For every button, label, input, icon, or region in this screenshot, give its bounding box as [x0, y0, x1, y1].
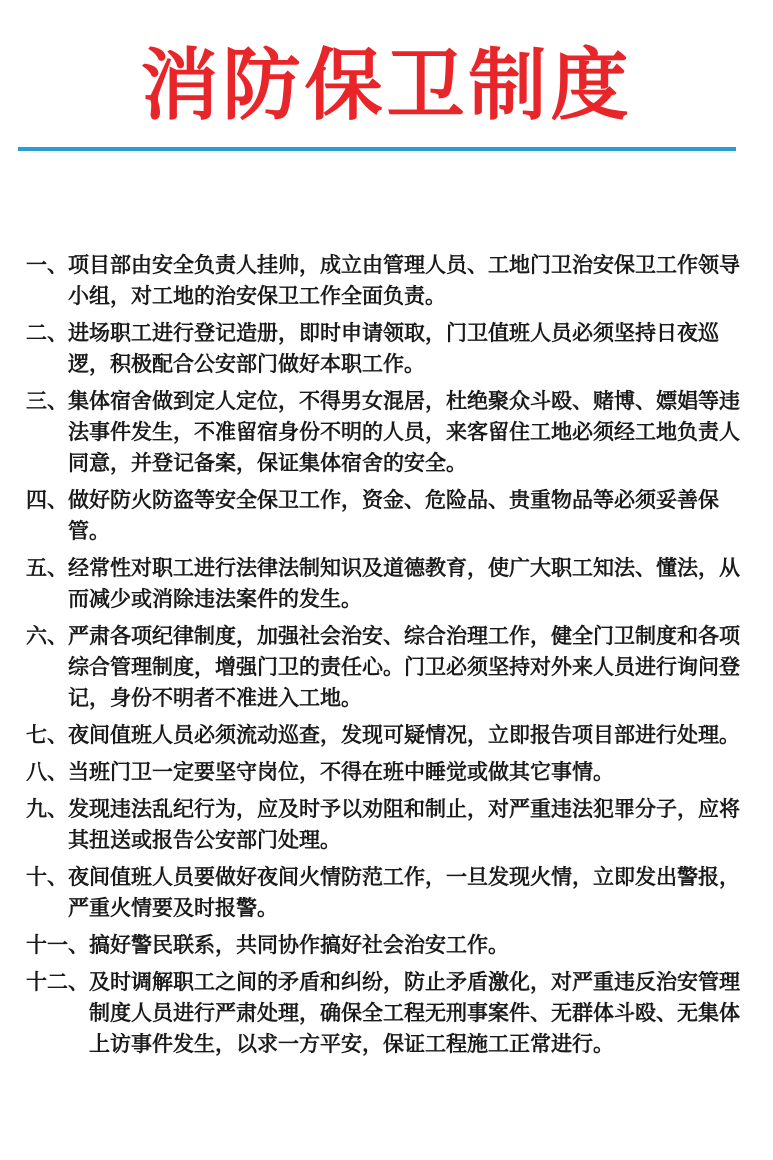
- rule-text: 做好防火防盗等安全保卫工作，资金、危险品、贵重物品等必须妥善保管。: [68, 488, 719, 543]
- rule-text: 夜间值班人员要做好夜间火情防范工作，一旦发现火情，立即发出警报，严重火情要及时报警。: [68, 865, 740, 920]
- rule-text: 严肃各项纪律制度，加强社会治安、综合治理工作，健全门卫制度和各项综合管理制度，增强门卫的责任心。门卫必须坚持对外来人员进行询问登记，身份不明者不准进入工地。: [68, 624, 740, 710]
- title-divider: [18, 147, 736, 151]
- rule-item-2: [26, 318, 752, 380]
- rule-item-9: [26, 794, 752, 856]
- rule-number: 四、: [26, 488, 68, 512]
- rule-text: 搞好警民联系，共同协作搞好社会治安工作。: [89, 933, 509, 957]
- rule-text: 进场职工进行登记造册，即时申请领取，门卫值班人员必须坚持日夜巡逻，积极配合公安部门做好本职工作。: [68, 321, 719, 376]
- rule-item-6: [26, 621, 752, 714]
- rule-text: 当班门卫一定要坚守岗位，不得在班中睡觉或做其它事情。: [68, 760, 614, 784]
- rule-number: 六、: [26, 624, 68, 648]
- rule-number: 十二、: [26, 970, 89, 994]
- rule-text: 集体宿舍做到定人定位，不得男女混居，杜绝聚众斗殴、赌博、嫖娼等违法事件发生，不准留宿身份不明的人员，来客留住工地必须经工地负责人同意，并登记备案，保证集体宿舍的安全。: [68, 389, 740, 475]
- rule-item-1: [26, 250, 752, 312]
- rule-text: 夜间值班人员必须流动巡查，发现可疑情况，立即报告项目部进行处理。: [68, 723, 740, 747]
- rule-number: 八、: [26, 760, 68, 784]
- rule-number: 七、: [26, 723, 68, 747]
- rule-item-11: [26, 930, 752, 961]
- rules-list: [26, 250, 752, 1066]
- rule-item-8: [26, 757, 752, 788]
- rule-number: 一、: [26, 253, 68, 277]
- rule-item-10: [26, 862, 752, 924]
- rule-number: 十一、: [26, 933, 89, 957]
- rule-item-4: [26, 485, 752, 547]
- page-title: 消防保卫制度: [140, 41, 633, 131]
- rule-item-12: [26, 967, 752, 1060]
- rule-item-7: [26, 720, 752, 751]
- rule-text: 项目部由安全负责人挂帅，成立由管理人员、工地门卫治安保卫工作领导小组，对工地的治安保卫工作全面负责。: [68, 253, 740, 308]
- rule-number: 三、: [26, 389, 68, 413]
- rule-number: 九、: [26, 797, 68, 821]
- rule-item-3: [26, 386, 752, 479]
- rule-number: 二、: [26, 321, 68, 345]
- rule-item-5: [26, 553, 752, 615]
- rule-number: 十、: [26, 865, 68, 889]
- rule-number: 五、: [26, 556, 68, 580]
- rule-text: 发现违法乱纪行为，应及时予以劝阻和制止，对严重违法犯罪分子，应将其扭送或报告公安部门处理。: [68, 797, 740, 852]
- rule-text: 及时调解职工之间的矛盾和纠纷，防止矛盾激化，对严重违反治安管理制度人员进行严肃处理，确保全工程无刑事案件、无群体斗殴、无集体上访事件发生，以求一方平安，保证工程施工正常进行。: [89, 970, 740, 1056]
- rule-text: 经常性对职工进行法律法制知识及道德教育，使广大职工知法、懂法，从而减少或消除违法案件的发生。: [68, 556, 740, 611]
